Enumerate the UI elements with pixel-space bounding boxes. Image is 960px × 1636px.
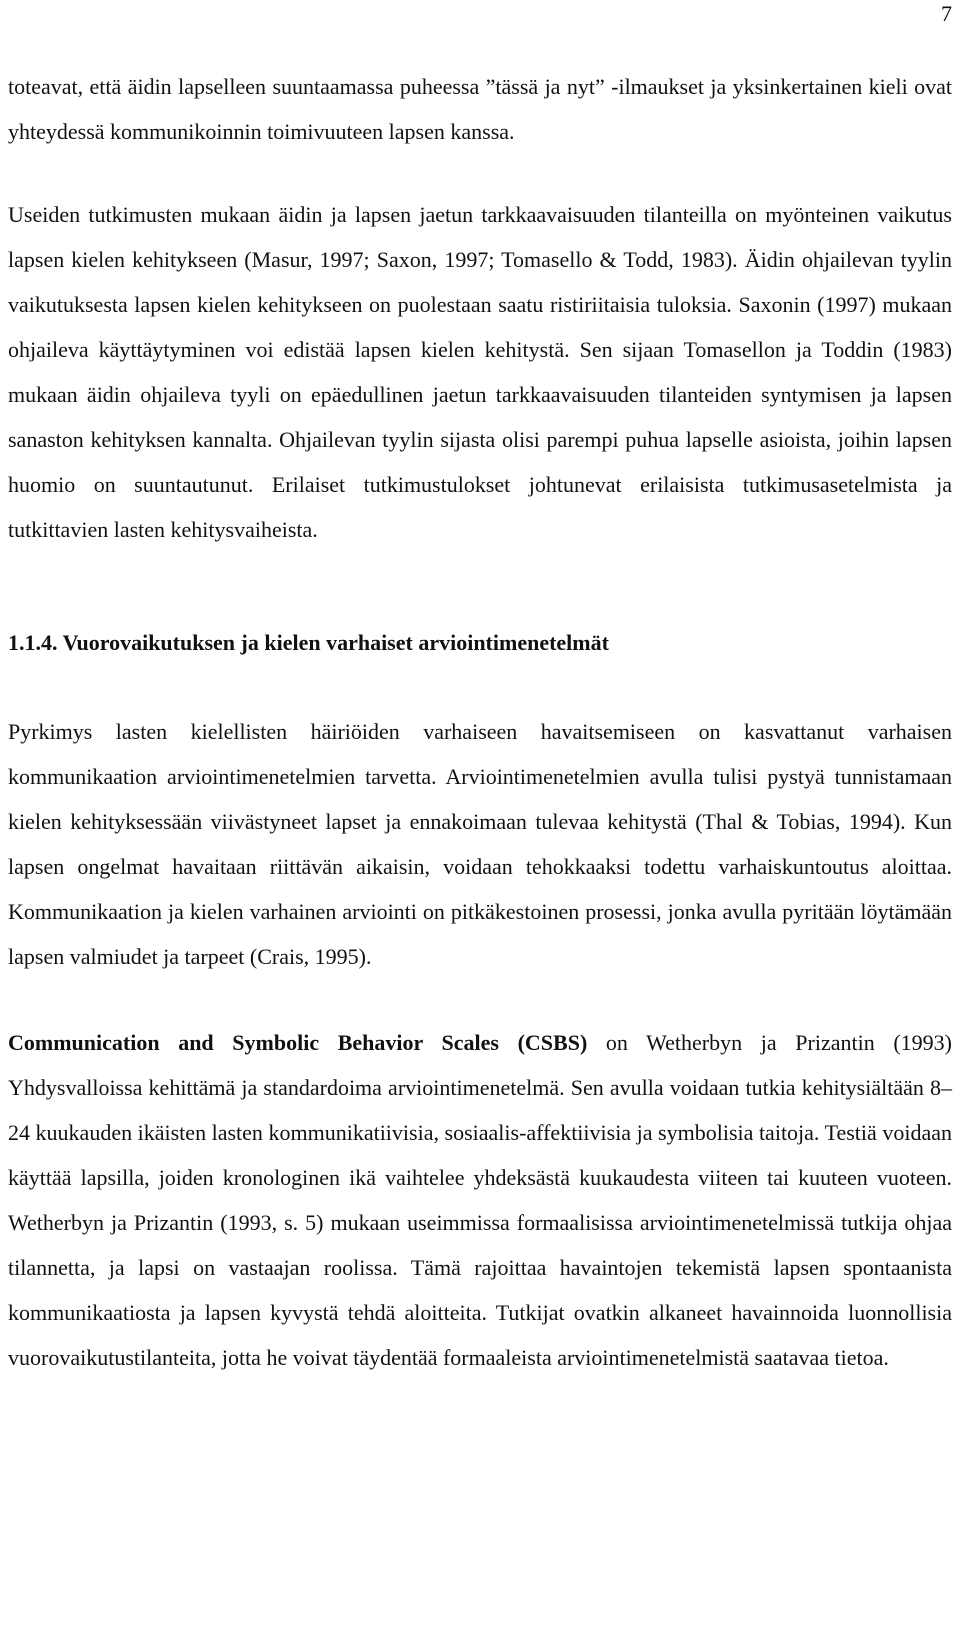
paragraph-gap bbox=[8, 154, 952, 192]
section-number: 1.1.4. bbox=[8, 630, 58, 655]
heading-gap bbox=[8, 666, 952, 709]
section-title: Vuorovaikutuksen ja kielen varhaiset arviointimenetelmät bbox=[62, 630, 609, 655]
section-heading bbox=[8, 620, 952, 666]
paragraph-early-assessment: Pyrkimys lasten kielellisten häiriöiden varhaiseen havaitsemiseen on kasvattanut varhaisen kommunikaation arviointimenetelmien tarvetta. Arviointimenetelmien avulla tulisi pystyä tunnistamaan kielen kehityksessään viivästyneet lapset ja ennakoimaan tulevaa kehitystä (Thal & Tobias, 1994). Kun lapsen ongelmat havaitaan riittävän aikaisin, voidaan tehokkaaksi todettu varhaiskuntoutus aloittaa. Kommunikaation ja kielen varhainen arviointi on pitkäkestoinen prosessi, jonka avulla pyritään löytämään lapsen valmiudet ja tarpeet (Crais, 1995). bbox=[8, 719, 952, 969]
section-gap bbox=[8, 552, 952, 620]
paragraph-gap bbox=[8, 979, 952, 1020]
paragraph-joint-attention: Useiden tutkimusten mukaan äidin ja lapsen jaetun tarkkaavaisuuden tilanteilla on myönteinen vaikutus lapsen kielen kehitykseen (Masur, 1997; Saxon, 1997; Tomasello & Todd, 1983). Äidin ohjailevan tyylin vaikutuksesta lapsen kielen kehitykseen on puolestaan saatu ristiriitaisia tuloksia. Saxonin (1997) mukaan ohjaileva käyttäytyminen voi edistää lapsen kielen kehitystä. Sen sijaan Tomasellon ja Toddin (1983) mukaan äidin ohjaileva tyyli on epäedullinen jaetun tarkkaavaisuuden tilanteiden syntymisen ja lapsen sanaston kehityksen kannalta. Ohjailevan tyylin sijasta olisi parempi puhua lapselle asioista, joihin lapsen huomio on suuntautunut. Erilaiset tutkimustulokset johtunevat erilaisista tutkimusasetelmista ja tutkittavien lasten kehitysvaiheista. bbox=[8, 202, 952, 542]
paragraph-intro: toteavat, että äidin lapselleen suuntaamassa puheessa ”tässä ja nyt” -ilmaukset ja yksinkertainen kieli ovat yhteydessä kommunikoinnin toimivuuteen lapsen kanssa. bbox=[8, 74, 952, 144]
page-number: 7 bbox=[941, 1, 952, 26]
paragraph-csbs bbox=[8, 1020, 952, 1380]
document-body bbox=[8, 64, 952, 1380]
csbs-description: on Wetherbyn ja Prizantin (1993) Yhdysvalloissa kehittämä ja standardoima arviointimenetelmä. Sen avulla voidaan tutkia kehitysiältään 8–24 kuukauden ikäisten lasten kommunikatiivisia, sosiaalis-affektiivisia ja symbolisia taitoja. Testiä voidaan käyttää lapsilla, joiden kronologinen ikä vaihtelee yhdeksästä kuukaudesta viiteen tai kuuteen vuoteen. Wetherbyn ja Prizantin (1993, s. 5) mukaan useimmissa formaalisissa arviointimenetelmissä tutkija ohjaa tilannetta, ja lapsi on vastaajan roolissa. Tämä rajoittaa havaintojen tekemistä lapsen spontaanista kommunikaatiosta ja lapsen kyvystä tehdä aloitteita. Tutkijat ovatkin alkaneet havainnoida luonnollisia vuorovaikutustilanteita, jotta he voivat täydentää formaaleista arviointimenetelmistä saatavaa tietoa. bbox=[8, 1030, 952, 1370]
csbs-term: Communication and Symbolic Behavior Scales (CSBS) bbox=[8, 1030, 588, 1055]
